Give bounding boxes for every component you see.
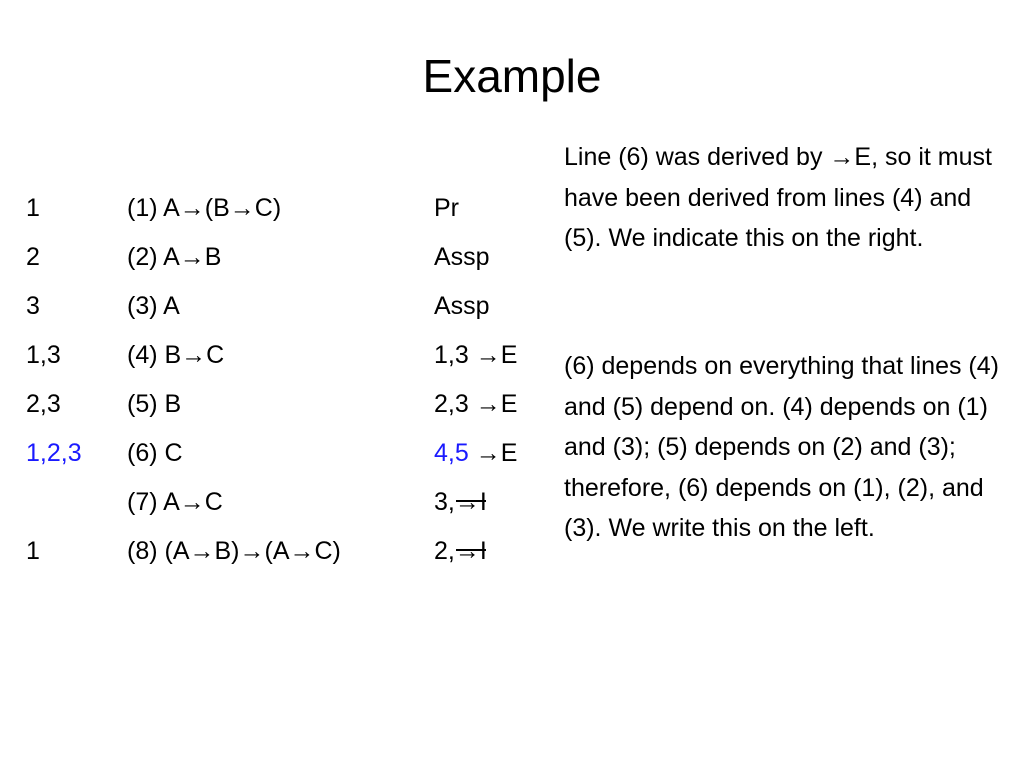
proof-row-dependencies: 1,3 bbox=[26, 341, 61, 369]
justification-prefix: 3, bbox=[434, 488, 455, 516]
explanation-paragraph-1: Line (6) was derived by →E, so it must have been derived from lines (4) and (5). We indicate this on the right. bbox=[564, 143, 992, 252]
slide-title: Example bbox=[422, 50, 602, 102]
blank-line bbox=[456, 527, 486, 551]
proof-row-formula: (8) (A→B)→(A→C) bbox=[127, 537, 341, 565]
proof-row bbox=[26, 282, 546, 331]
proof-row-justification: 1,3 →E bbox=[434, 341, 518, 369]
proof-row-justification bbox=[434, 429, 517, 478]
justification-prefix: 2, bbox=[434, 537, 455, 565]
justification-rule: →E bbox=[468, 439, 518, 467]
proof-row bbox=[26, 478, 546, 527]
proof-row bbox=[26, 380, 546, 429]
proof-row-dependencies: 2 bbox=[26, 243, 40, 271]
proof-row-formula: (1) A→(B→C) bbox=[127, 194, 282, 222]
proof-row-dependencies: 1,2,3 bbox=[26, 439, 82, 467]
proof-row-dependencies: 3 bbox=[26, 292, 40, 320]
proof-row-justification bbox=[434, 527, 487, 576]
proof-row bbox=[26, 233, 546, 282]
proof-row-dependencies: 2,3 bbox=[26, 390, 61, 418]
proof-table bbox=[26, 184, 546, 576]
proof-row-justification: 2,3 →E bbox=[434, 390, 518, 418]
proof-row-formula: (3) A bbox=[127, 292, 180, 320]
proof-row-formula: (4) B→C bbox=[127, 341, 225, 369]
proof-row bbox=[26, 184, 546, 233]
proof-row bbox=[26, 331, 546, 380]
proof-row-dependencies: 1 bbox=[26, 537, 40, 565]
proof-row-dependencies: 1 bbox=[26, 194, 40, 222]
proof-row bbox=[26, 527, 546, 576]
proof-row-justification: Assp bbox=[434, 292, 490, 320]
justification-rule: →I bbox=[454, 537, 487, 565]
proof-row-formula: (5) B bbox=[127, 390, 182, 418]
explanation-paragraph-2: (6) depends on everything that lines (4) and (5) depend on. (4) depends on (1) and (3); (5) depends on (2) and (3); therefore, (6) depends on (1), (2), and (3). We write this on the left. bbox=[564, 352, 999, 542]
proof-row-justification: Assp bbox=[434, 243, 490, 271]
proof-row-formula: (7) A→C bbox=[127, 488, 223, 516]
proof-row-justification: Pr bbox=[434, 194, 459, 222]
proof-row-formula: (6) C bbox=[127, 439, 183, 467]
justification-line-numbers: 4,5 bbox=[434, 439, 469, 467]
blank-line bbox=[456, 478, 486, 502]
justification-rule: →I bbox=[454, 488, 487, 516]
proof-row-formula: (2) A→B bbox=[127, 243, 222, 271]
proof-row-highlighted bbox=[26, 429, 546, 478]
proof-row-justification bbox=[434, 478, 487, 527]
